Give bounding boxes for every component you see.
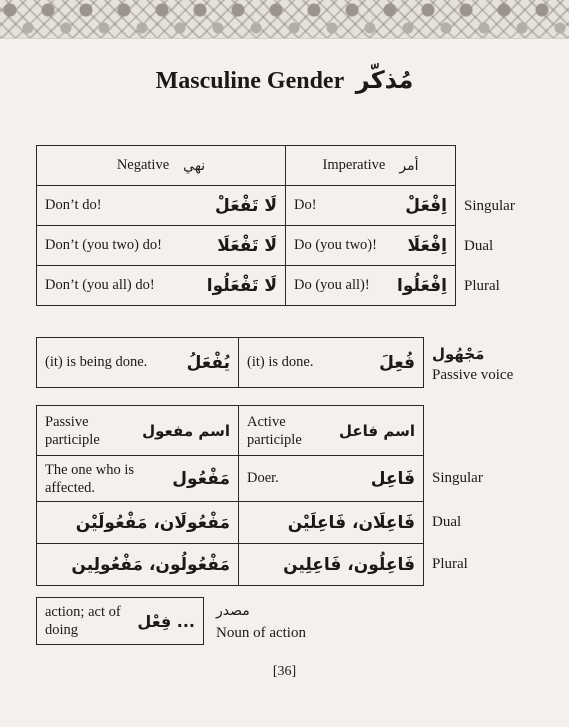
negative-label-arabic: نهي [183, 157, 206, 174]
imperative-header [286, 146, 456, 186]
cell-arabic: لَا تَفْعَلُوا [206, 275, 277, 296]
imperative-negative-table [36, 145, 456, 306]
cell-arabic: فَاعِلُون، فَاعِلِين [283, 554, 415, 575]
cell-english: Don’t (you all) do! [45, 277, 155, 293]
cell-english: (it) is done. [247, 354, 314, 370]
active-participle-label: Active participle [247, 413, 302, 448]
cell-arabic: مَفْعُول [172, 468, 230, 489]
imperative-label: Imperative [322, 157, 386, 173]
negative-label: Negative [116, 157, 170, 173]
title-english: Masculine Gender [155, 68, 344, 94]
table-row [37, 338, 424, 388]
table-header-row [37, 406, 424, 456]
cell-arabic: مَفْعُولُون، مَفْعُولِين [71, 554, 230, 575]
decorative-banner [0, 0, 569, 39]
title-arabic: مُذكّر [355, 66, 414, 94]
passive-voice-arabic: مَجْهُول [432, 345, 485, 363]
row-label-singular: Singular [432, 470, 483, 486]
table-row [37, 456, 424, 502]
cell-arabic: لَا تَفْعَلْ [215, 195, 277, 216]
cell-arabic: فَاعِل [370, 468, 415, 489]
passive-participle-arabic: اسم مفعول [142, 421, 230, 440]
cell-english: Don’t do! [45, 197, 102, 213]
table-row [37, 226, 456, 266]
table-header-row [37, 146, 456, 186]
passive-voice-table [36, 337, 424, 388]
masdar-box [36, 597, 204, 645]
cell-english: Do! [294, 197, 317, 213]
table-row [37, 502, 424, 544]
masdar-arabic: ... فِعْل [137, 611, 195, 631]
masdar-english: action; act of doing [45, 604, 121, 638]
cell-arabic: اِفْعَلْ [405, 195, 447, 216]
page-title [0, 66, 569, 95]
cell-arabic: مَفْعُولَان، مَفْعُولَيْن [75, 512, 230, 533]
cell-arabic: فُعِلَ [379, 352, 415, 373]
row-label-dual: Dual [464, 238, 494, 254]
cell-arabic: اِفْعَلُوا [397, 275, 447, 296]
cell-arabic: لَا تَفْعَلَا [217, 235, 277, 256]
table-row [37, 266, 456, 306]
passive-voice-label: Passive voice [432, 367, 514, 383]
table-row [37, 186, 456, 226]
row-label-plural: Plural [432, 556, 468, 572]
imperative-label-arabic: أمر [399, 157, 419, 174]
cell-english: The one who is affected. [45, 461, 134, 496]
participles-table [36, 405, 424, 586]
row-label-dual: Dual [432, 514, 462, 530]
cell-arabic: فَاعِلَان، فَاعِلَيْن [287, 512, 415, 533]
passive-participle-label: Passive participle [45, 413, 100, 448]
masdar-label-arabic: مصدر [216, 603, 250, 619]
cell-english: Do (you all)! [294, 277, 370, 293]
table-row [37, 544, 424, 586]
active-participle-arabic: اسم فاعل [339, 421, 415, 440]
page-number: [36] [272, 664, 297, 679]
row-label-plural: Plural [464, 278, 500, 294]
negative-header [37, 146, 286, 186]
cell-english: Doer. [247, 470, 279, 486]
cell-english: Don’t (you two) do! [45, 237, 162, 253]
cell-english: (it) is being done. [45, 354, 148, 370]
cell-arabic: اِفْعَلَا [407, 235, 447, 256]
row-label-singular: Singular [464, 198, 515, 214]
cell-arabic: يُفْعَلُ [186, 352, 230, 373]
masdar-label: Noun of action [216, 625, 306, 641]
cell-english: Do (you two)! [294, 237, 377, 253]
